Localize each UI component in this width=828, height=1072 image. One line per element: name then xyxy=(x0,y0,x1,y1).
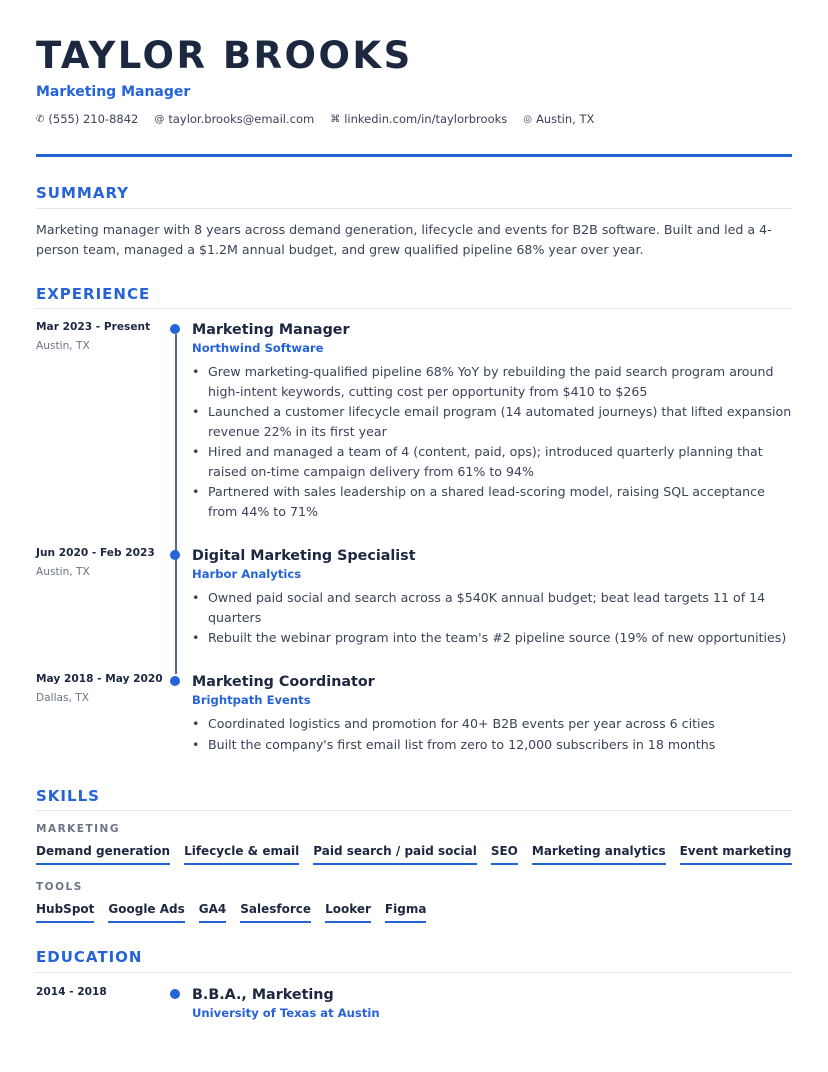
contact-row xyxy=(36,112,792,126)
experience-heading: EXPERIENCE xyxy=(36,285,151,303)
skill-chip: Lifecycle & email xyxy=(184,843,299,865)
timeline-dot xyxy=(170,550,180,560)
job-bullets xyxy=(192,362,792,521)
skill-category-marketing: MARKETING xyxy=(36,823,120,835)
contact-email[interactable] xyxy=(154,112,314,126)
skill-chip: SEO xyxy=(491,843,518,865)
skill-chip: Demand generation xyxy=(36,843,170,865)
job-bullet: • Launched a customer lifecycle email program (14 automated journeys) that lifted expansion revenue 22% in its first year xyxy=(192,402,792,441)
education-dates: 2014 - 2018 xyxy=(36,986,107,998)
job-bullet: • Owned paid social and search across a $540K annual budget; beat lead targets 11 of 14 quarters xyxy=(192,588,792,627)
resume-header xyxy=(36,34,792,126)
contact-phone-text: (555) 210-8842 xyxy=(48,112,139,126)
education-degree: B.B.A., Marketing xyxy=(192,987,334,1003)
link-icon: ⌘ xyxy=(330,113,341,125)
header-divider xyxy=(36,154,792,157)
education-divider xyxy=(36,972,792,973)
job-dates: May 2018 - May 2020 xyxy=(36,673,163,685)
skill-chip: Figma xyxy=(385,901,427,923)
email-icon: @ xyxy=(154,113,165,125)
summary-text: Marketing manager with 8 years across demand generation, lifecycle and events for B2B software. Built and led a 4-person team, managed a $1.2M annual budget, and grew qualified pipeline 68% year over year. xyxy=(36,222,772,257)
summary-divider xyxy=(36,208,792,209)
skill-chip: GA4 xyxy=(199,901,227,923)
contact-linkedin-text[interactable]: linkedin.com/in/taylorbrooks xyxy=(344,112,508,126)
skill-chip: Paid search / paid social xyxy=(313,843,477,865)
contact-phone xyxy=(36,112,138,126)
job-content xyxy=(192,672,792,755)
candidate-role: Marketing Manager xyxy=(36,84,191,100)
skill-chips-tools xyxy=(36,901,792,923)
job-content xyxy=(192,546,792,649)
job-company: Harbor Analytics xyxy=(192,567,302,581)
skill-chip: HubSpot xyxy=(36,901,94,923)
skill-chips-marketing xyxy=(36,843,792,865)
experience-divider xyxy=(36,308,792,309)
location-icon: ◎ xyxy=(523,113,532,125)
job-title: Digital Marketing Specialist xyxy=(192,548,416,564)
job-location: Austin, TX xyxy=(36,566,90,578)
job-bullets xyxy=(192,588,792,648)
job-bullet: • Hired and managed a team of 4 (content, paid, ops); introduced quarterly planning that raised on-time campaign delivery from 61% to 94% xyxy=(192,442,792,481)
job-bullet: • Coordinated logistics and promotion for 40+ B2B events per year across 6 cities xyxy=(192,714,792,734)
job-content xyxy=(192,320,792,522)
skill-category-tools: TOOLS xyxy=(36,881,83,893)
job-dates: Mar 2023 - Present xyxy=(36,321,151,333)
job-bullet: • Partnered with sales leadership on a shared lead-scoring model, raising SQL acceptance from 44% to 71% xyxy=(192,482,792,521)
contact-location-text: Austin, TX xyxy=(536,112,595,126)
experience-timeline xyxy=(175,334,177,674)
job-location: Dallas, TX xyxy=(36,692,90,704)
summary-heading: SUMMARY xyxy=(36,184,130,202)
job-title: Marketing Coordinator xyxy=(192,674,375,690)
skill-chip: Marketing analytics xyxy=(532,843,666,865)
job-bullet: • Rebuilt the webinar program into the team's #2 pipeline source (19% of new opportunities) xyxy=(192,628,792,648)
job-dates: Jun 2020 - Feb 2023 xyxy=(36,547,155,559)
contact-location xyxy=(523,112,594,126)
job-bullet: • Built the company's first email list from zero to 12,000 subscribers in 18 months xyxy=(192,735,792,755)
skill-chip: Salesforce xyxy=(240,901,311,923)
timeline-dot xyxy=(170,324,180,334)
job-location: Austin, TX xyxy=(36,340,90,352)
job-bullets xyxy=(192,714,792,754)
timeline-dot xyxy=(170,989,180,999)
skill-chip: Event marketing xyxy=(680,843,792,865)
job-company: Brightpath Events xyxy=(192,693,311,707)
education-content xyxy=(192,985,792,1020)
phone-icon: ✆ xyxy=(36,113,45,125)
timeline-dot xyxy=(170,676,180,686)
skill-chip: Google Ads xyxy=(108,901,184,923)
education-school: University of Texas at Austin xyxy=(192,1006,380,1020)
skills-divider xyxy=(36,810,792,811)
contact-linkedin[interactable] xyxy=(330,112,507,126)
job-title: Marketing Manager xyxy=(192,322,350,338)
skills-heading: SKILLS xyxy=(36,787,100,805)
candidate-name: TAYLOR BROOKS xyxy=(36,34,413,77)
skill-chip: Looker xyxy=(325,901,371,923)
contact-email-text[interactable]: taylor.brooks@email.com xyxy=(168,112,315,126)
job-bullet: • Grew marketing-qualified pipeline 68% YoY by rebuilding the paid search program around high-intent keywords, cutting cost per opportunity from $410 to $265 xyxy=(192,362,792,401)
job-company: Northwind Software xyxy=(192,341,324,355)
education-heading: EDUCATION xyxy=(36,948,143,966)
